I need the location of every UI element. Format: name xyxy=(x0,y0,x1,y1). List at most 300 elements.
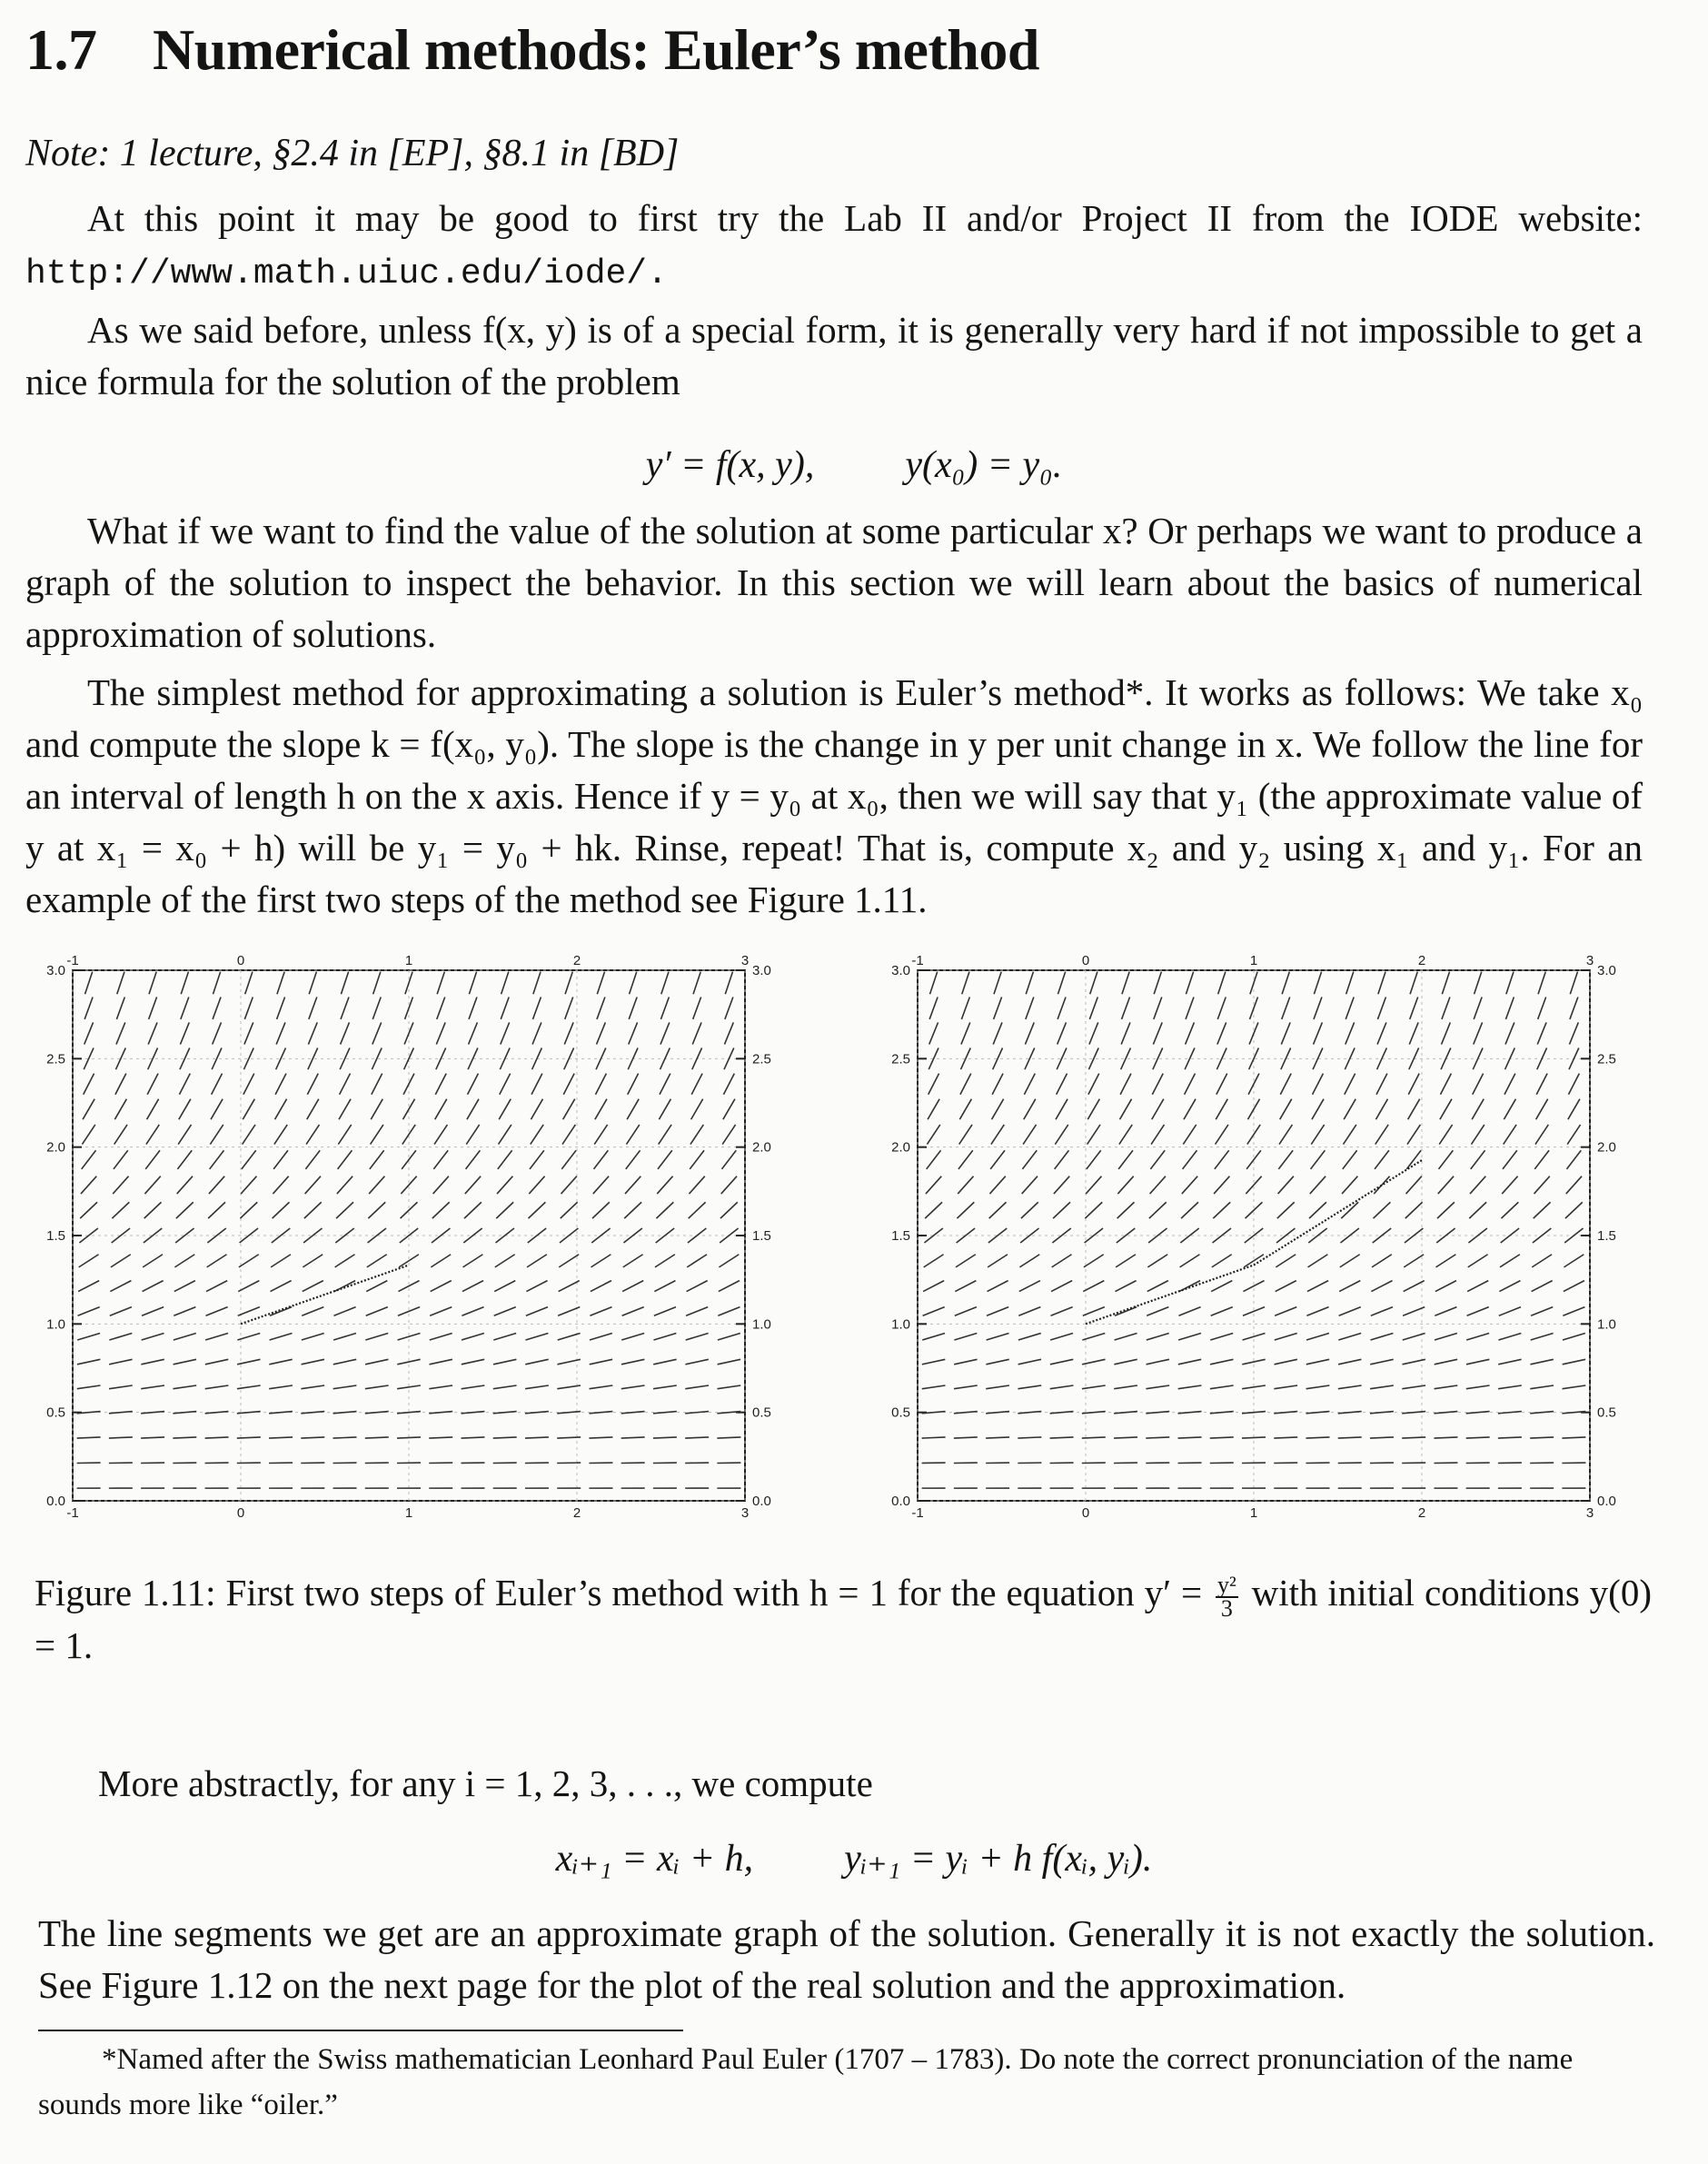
slope-segment xyxy=(1117,1228,1135,1243)
slope-segment xyxy=(654,1281,675,1292)
slope-segment xyxy=(494,1307,516,1316)
slope-segment xyxy=(115,1074,126,1095)
slope-segment xyxy=(653,1385,677,1389)
slope-field-plot-step2 xyxy=(872,945,1653,1535)
slope-segment xyxy=(1405,1202,1423,1218)
slope-segment xyxy=(1531,1307,1553,1316)
slope-segment xyxy=(589,1437,612,1438)
x-tick-label-top: 1 xyxy=(404,953,413,968)
slope-segment xyxy=(1178,1412,1202,1414)
slope-segment xyxy=(1375,1125,1388,1145)
slope-segment xyxy=(1570,998,1578,1019)
slope-segment xyxy=(142,1333,164,1340)
slope-segment xyxy=(434,1125,447,1145)
slope-segment xyxy=(149,972,156,995)
slope-segment xyxy=(955,1307,977,1316)
x-tick-label-top: 0 xyxy=(1081,953,1090,968)
slope-segment xyxy=(173,1437,196,1438)
slope-segment xyxy=(1473,1074,1484,1095)
slope-segment xyxy=(464,1202,482,1218)
slope-segment xyxy=(1500,1255,1520,1267)
slope-segment xyxy=(1082,1437,1106,1438)
slope-segment xyxy=(333,1307,355,1316)
slope-segment xyxy=(986,1412,1009,1414)
slope-segment xyxy=(561,1176,577,1194)
slope-segment xyxy=(929,998,938,1019)
slope-segment xyxy=(1058,972,1065,995)
slope-segment xyxy=(79,1255,99,1267)
y-tick-label-left: 1.5 xyxy=(891,1228,910,1244)
slope-segment xyxy=(1214,1176,1229,1194)
slope-segment xyxy=(691,1074,702,1095)
slope-segment xyxy=(1180,1228,1198,1243)
slope-segment xyxy=(621,1333,644,1340)
slope-segment xyxy=(629,1022,638,1044)
slope-segment xyxy=(1178,1359,1201,1365)
slope-segment xyxy=(1185,1074,1196,1095)
slope-segment xyxy=(77,1333,100,1340)
slope-segment xyxy=(109,1359,132,1365)
slope-segment xyxy=(954,1359,977,1365)
x-tick-label-top: -1 xyxy=(911,953,924,968)
slope-segment xyxy=(1467,1307,1489,1316)
slope-segment xyxy=(146,1125,159,1145)
slope-segment xyxy=(1115,1307,1137,1316)
slope-segment xyxy=(1530,1412,1554,1414)
slope-segment xyxy=(1402,1359,1425,1365)
slope-segment xyxy=(1279,1125,1292,1145)
slope-segment xyxy=(654,1307,676,1316)
slope-segment xyxy=(371,1099,382,1119)
x-tick-label-top: 2 xyxy=(572,953,581,968)
slope-segment xyxy=(174,1281,195,1292)
slope-segment xyxy=(526,1307,548,1316)
slope-segment xyxy=(1503,1150,1517,1169)
slope-segment xyxy=(339,1099,351,1119)
slope-segment xyxy=(621,1359,644,1365)
slope-segment xyxy=(436,1022,445,1044)
slope-segment xyxy=(1442,998,1450,1019)
slope-segment xyxy=(525,1359,548,1365)
slope-segment xyxy=(1338,1437,1362,1438)
slope-segment xyxy=(1404,1281,1425,1292)
euler-step-line xyxy=(241,1266,409,1325)
slope-segment xyxy=(922,1385,946,1389)
slope-segment xyxy=(109,1412,133,1414)
slope-segment xyxy=(1563,1359,1585,1365)
y-tick-label-left: 0.5 xyxy=(46,1405,65,1421)
slope-segment xyxy=(498,1150,512,1169)
slope-segment xyxy=(1538,972,1545,995)
slope-segment xyxy=(1025,1022,1034,1044)
slope-segment xyxy=(462,1385,485,1389)
slope-segment xyxy=(924,1255,944,1267)
slope-segment xyxy=(529,1202,546,1218)
slope-segment xyxy=(501,972,509,995)
slope-segment xyxy=(685,1437,709,1438)
slope-segment xyxy=(1340,1255,1360,1267)
slope-segment xyxy=(1183,1150,1197,1169)
slope-segment xyxy=(1467,1281,1488,1292)
slope-segment xyxy=(370,1150,384,1169)
slope-segment xyxy=(1346,972,1354,995)
y-tick-label-right: 1.0 xyxy=(752,1316,771,1333)
slope-segment xyxy=(1054,1176,1069,1194)
footnote-rule xyxy=(38,2030,683,2031)
y-tick-label-left: 2.5 xyxy=(891,1051,910,1067)
slope-segment xyxy=(1404,1255,1424,1267)
y-tick-label-right: 2.5 xyxy=(752,1051,771,1067)
x-tick-label-bottom: -1 xyxy=(911,1505,924,1521)
slope-segment xyxy=(994,972,1001,995)
slope-segment xyxy=(397,1437,421,1438)
slope-segment xyxy=(1343,1150,1357,1169)
slope-segment xyxy=(527,1255,547,1267)
slope-segment xyxy=(1499,1281,1520,1292)
slope-segment xyxy=(341,998,349,1019)
x-tick-label-top: 3 xyxy=(740,953,750,968)
slope-segment xyxy=(1114,1359,1137,1365)
slope-segment xyxy=(1083,1281,1104,1292)
slope-segment xyxy=(1019,1255,1039,1267)
slope-segment xyxy=(1342,1176,1357,1194)
slope-segment xyxy=(1050,1333,1073,1340)
slope-segment xyxy=(179,1099,191,1119)
slope-segment xyxy=(1114,1412,1137,1414)
slope-segment xyxy=(493,1333,516,1340)
slope-segment xyxy=(1276,1281,1296,1292)
slope-segment xyxy=(1566,1150,1581,1169)
slope-segment xyxy=(564,1048,574,1070)
slope-segment xyxy=(621,1437,645,1438)
slope-segment xyxy=(626,1125,639,1145)
slope-segment xyxy=(239,1255,259,1267)
slope-segment xyxy=(1410,998,1418,1019)
slope-segment xyxy=(557,1437,581,1438)
slope-segment xyxy=(241,1176,256,1194)
slope-segment xyxy=(1210,1412,1234,1414)
slope-segment xyxy=(1211,1307,1233,1316)
y-tick-label-left: 3.0 xyxy=(891,963,910,978)
slope-segment xyxy=(1245,1228,1263,1243)
slope-segment xyxy=(723,1074,734,1095)
slope-segment xyxy=(720,1202,738,1218)
slope-segment xyxy=(1022,1176,1038,1194)
slope-segment xyxy=(1437,1202,1455,1218)
slope-segment xyxy=(1087,1099,1099,1119)
slope-segment xyxy=(692,1048,702,1070)
slope-segment xyxy=(629,998,637,1019)
slope-segment xyxy=(143,1255,163,1267)
section-heading xyxy=(25,16,1039,84)
slope-segment xyxy=(1052,1255,1072,1267)
x-tick-label-bottom: 2 xyxy=(572,1505,581,1521)
slope-segment xyxy=(435,1099,447,1119)
x-tick-label-bottom: -1 xyxy=(66,1505,79,1521)
slope-segment xyxy=(991,1125,1004,1145)
slope-segment xyxy=(309,998,317,1019)
slope-segment xyxy=(1278,1176,1294,1194)
slope-segment xyxy=(1149,1202,1167,1218)
paragraph-motivation: What if we want to find the value of the solution at some particular x? Or perhaps we want to produce a graph of the solution to inspect the behavior. In this section we will learn about the basics of numerical approximation of solutions. xyxy=(25,510,1643,655)
slope-segment xyxy=(1052,1228,1070,1243)
slope-segment xyxy=(462,1412,485,1414)
slope-segment xyxy=(207,1228,225,1243)
slope-segment xyxy=(962,972,969,995)
slope-segment xyxy=(1184,1099,1196,1119)
x-tick-label-bottom: 0 xyxy=(1081,1505,1090,1521)
slope-segment xyxy=(243,1125,255,1145)
slope-segment xyxy=(109,1437,133,1438)
slope-segment xyxy=(961,1022,970,1044)
figure-caption xyxy=(35,1567,1652,1672)
slope-segment xyxy=(237,1437,261,1438)
slope-segment xyxy=(1338,1359,1361,1365)
slope-segment xyxy=(401,1202,418,1218)
slope-segment xyxy=(532,1022,541,1044)
slope-segment xyxy=(1212,1255,1232,1267)
slope-segment xyxy=(923,1281,944,1292)
slope-segment xyxy=(1121,1022,1130,1044)
slope-segment xyxy=(1471,1125,1484,1145)
slope-segment xyxy=(591,1255,611,1267)
slope-segment xyxy=(85,972,93,995)
iode-url[interactable]: http://www.math.uiuc.edu/iode/. xyxy=(25,254,668,293)
slope-segment xyxy=(333,1333,356,1340)
slope-segment xyxy=(987,1307,1008,1316)
slope-segment xyxy=(693,998,701,1019)
slope-segment xyxy=(531,1099,542,1119)
slope-segment xyxy=(1370,1385,1394,1389)
slope-segment xyxy=(653,1359,676,1365)
slope-segment xyxy=(333,1359,356,1365)
slope-segment xyxy=(653,1333,676,1340)
slope-segment xyxy=(493,1412,517,1414)
slope-segment xyxy=(210,1150,224,1169)
slope-segment xyxy=(1246,1202,1263,1218)
slope-segment xyxy=(1438,1176,1454,1194)
slope-segment xyxy=(923,1307,945,1316)
slope-segment xyxy=(589,1412,612,1414)
slope-segment xyxy=(273,1202,290,1218)
slope-segment xyxy=(1436,1255,1456,1267)
slope-segment xyxy=(1058,1022,1067,1044)
slope-segment xyxy=(469,972,476,995)
slope-segment xyxy=(462,1307,483,1316)
slope-segment xyxy=(1210,1385,1234,1389)
slope-segment xyxy=(1275,1307,1296,1316)
slope-segment xyxy=(1018,1307,1040,1316)
euler-recurrence xyxy=(0,1835,1708,1881)
slope-segment xyxy=(1180,1255,1200,1267)
slope-segment xyxy=(206,1307,228,1316)
slope-segment xyxy=(1402,1412,1425,1414)
slope-segment xyxy=(594,1125,607,1145)
slope-segment xyxy=(144,1176,160,1194)
slope-segment xyxy=(1312,1099,1324,1119)
slope-segment xyxy=(1247,1125,1260,1145)
slope-segment xyxy=(493,1385,517,1389)
slope-segment xyxy=(1280,1074,1291,1095)
slope-segment xyxy=(592,1202,610,1218)
y-tick-label-right: 3.0 xyxy=(752,963,771,978)
slope-segment xyxy=(658,1150,672,1169)
slope-segment xyxy=(1151,1125,1164,1145)
slope-segment xyxy=(269,1412,293,1414)
slope-segment xyxy=(468,1074,479,1095)
slope-segment xyxy=(1050,1437,1074,1438)
slope-segment xyxy=(526,1281,547,1292)
slope-segment xyxy=(1115,1333,1137,1340)
slope-segment xyxy=(1215,1150,1229,1169)
slope-segment xyxy=(402,1150,416,1169)
paragraph-intro: As we said before, unless f(x, y) is of a special form, it is generally very hard if not impossible to get a nice formula for the solution of the problem xyxy=(25,309,1643,402)
slope-segment xyxy=(306,1125,319,1145)
slope-segment xyxy=(1406,1176,1422,1194)
slope-segment xyxy=(303,1228,322,1243)
x-tick-label-bottom: 0 xyxy=(236,1505,245,1521)
slope-segment xyxy=(493,1359,516,1365)
y-tick-label-right: 1.0 xyxy=(1597,1316,1616,1333)
slope-segment xyxy=(269,1385,293,1389)
slope-segment xyxy=(209,1176,224,1194)
slope-segment xyxy=(595,1074,606,1095)
slope-segment xyxy=(1466,1412,1490,1414)
slope-segment xyxy=(1246,1176,1261,1194)
slope-segment xyxy=(1501,1202,1518,1218)
slope-segment xyxy=(493,1437,517,1438)
slope-segment xyxy=(463,1228,482,1243)
slope-segment xyxy=(986,1385,1009,1389)
slope-segment xyxy=(1537,1022,1546,1044)
slope-segment xyxy=(1022,1150,1037,1169)
slope-segment xyxy=(525,1437,549,1438)
slope-segment xyxy=(1505,998,1514,1019)
slope-segment xyxy=(653,1412,677,1414)
slope-segment xyxy=(993,1022,1002,1044)
slope-segment xyxy=(501,998,509,1019)
slope-segment xyxy=(1376,1074,1387,1095)
slope-segment xyxy=(301,1437,324,1438)
slope-segment xyxy=(335,1255,355,1267)
y-tick-label-left: 2.0 xyxy=(891,1139,910,1156)
slope-segment xyxy=(1087,1150,1101,1169)
y-tick-label-left: 1.0 xyxy=(46,1316,65,1333)
slope-segment xyxy=(1122,998,1130,1019)
slope-segment xyxy=(591,1281,611,1292)
y-tick-label-right: 1.5 xyxy=(1597,1228,1616,1244)
slope-segment xyxy=(174,1359,196,1365)
slope-segment xyxy=(564,1022,573,1044)
slope-segment xyxy=(340,1074,351,1095)
slope-segment xyxy=(1530,1359,1553,1365)
slope-segment xyxy=(1472,1099,1484,1119)
slope-segment xyxy=(309,972,316,995)
caption-fraction-numerator: y² xyxy=(1216,1571,1236,1598)
slope-segment xyxy=(1024,1074,1035,1095)
slope-segment xyxy=(240,1228,258,1243)
slope-segment xyxy=(1210,1437,1234,1438)
slope-segment xyxy=(1306,1437,1329,1438)
slope-segment xyxy=(593,1176,609,1194)
slope-segment xyxy=(401,1176,416,1194)
slope-segment xyxy=(1409,1048,1419,1070)
slope-segment xyxy=(1534,1176,1549,1194)
slope-segment xyxy=(1178,1307,1200,1316)
slope-segment xyxy=(430,1333,452,1340)
slope-segment xyxy=(1182,1176,1197,1194)
slope-segment xyxy=(1434,1412,1457,1414)
x-tick-label-bottom: 2 xyxy=(1417,1505,1426,1521)
slope-segment xyxy=(1534,1150,1549,1169)
y-tick-label-right: 3.0 xyxy=(1597,963,1616,978)
slope-segment xyxy=(77,1359,100,1365)
slope-segment xyxy=(557,1385,581,1389)
slope-segment xyxy=(462,1333,484,1340)
slope-segment xyxy=(626,1150,640,1169)
slope-segment xyxy=(114,1099,126,1119)
y-tick-label-left: 0.5 xyxy=(891,1405,910,1421)
slope-segment xyxy=(271,1281,292,1292)
slope-segment xyxy=(1116,1281,1137,1292)
slope-segment xyxy=(365,1412,389,1414)
slope-segment xyxy=(208,1202,225,1218)
slope-segment xyxy=(927,1150,941,1169)
x-tick-label-bottom: 1 xyxy=(1249,1505,1258,1521)
slope-segment xyxy=(954,1333,977,1340)
slope-segment xyxy=(590,1333,612,1340)
slope-segment xyxy=(958,1150,973,1169)
slope-segment xyxy=(623,1255,643,1267)
slope-segment xyxy=(1216,1074,1227,1095)
slope-segment xyxy=(1274,1385,1297,1389)
slope-segment xyxy=(1504,1074,1515,1095)
slope-segment xyxy=(432,1202,450,1218)
slope-segment xyxy=(1370,1412,1394,1414)
slope-segment xyxy=(271,1255,291,1267)
slope-segment xyxy=(1564,1255,1584,1267)
slope-segment xyxy=(525,1385,549,1389)
slope-segment xyxy=(525,1412,549,1414)
slope-segment xyxy=(333,1385,357,1389)
slope-segment xyxy=(245,972,253,995)
slope-segment xyxy=(690,1150,704,1169)
slope-segment xyxy=(116,1022,125,1044)
slope-segment xyxy=(994,998,1002,1019)
slope-segment xyxy=(1087,1125,1100,1145)
slope-segment xyxy=(272,1228,290,1243)
slope-segment xyxy=(561,1150,576,1169)
x-tick-label-top: 0 xyxy=(236,953,245,968)
slope-segment xyxy=(1026,972,1033,995)
slope-segment xyxy=(1281,1022,1290,1044)
slope-segment xyxy=(1375,1150,1389,1169)
slope-segment xyxy=(177,1176,193,1194)
slope-segment xyxy=(240,1202,257,1218)
slope-segment xyxy=(1563,1385,1586,1389)
slope-segment xyxy=(304,1202,322,1218)
slope-segment xyxy=(244,1022,253,1044)
slope-segment xyxy=(110,1307,132,1316)
slope-segment xyxy=(175,1228,194,1243)
slope-segment xyxy=(501,1022,510,1044)
slope-segment xyxy=(244,998,253,1019)
slope-segment xyxy=(372,1074,382,1095)
slope-segment xyxy=(84,1022,94,1044)
slope-segment xyxy=(1474,1022,1483,1044)
slope-segment xyxy=(78,1307,100,1316)
slope-segment xyxy=(1309,1202,1326,1218)
